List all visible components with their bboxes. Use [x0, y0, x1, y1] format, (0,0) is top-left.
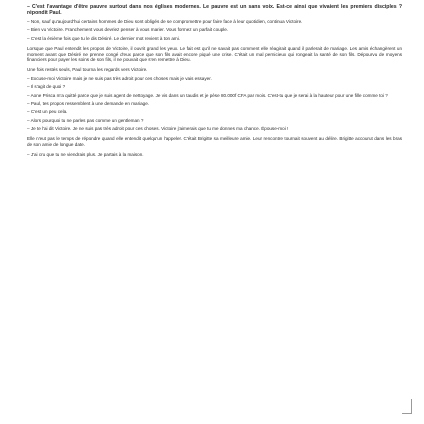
paragraph-5: Lorsque que Paul entendit les propos de Victoire, il ouvrit grand les yeux. Le fait est qu'il ne savait pas comment elle réagirait quand il parlerait de mariage. Les amis échangèrent un moment avant que Désiré ne prenne congé d'eux parce que son fils avait encore piqué une crise. C'était un mal pernicieux qui rongeait la santé de son fils. Dépourvu de moyens financiers pour payer les soins de son fils, il ne pouvait que s'en remettre à Dieu.: [27, 45, 402, 63]
paragraph-7: – Excuse-moi Victoire mais je ne suis pas très adroit pour ces choses mais je vais essayer.: [27, 75, 212, 81]
paragraph-4: – C'est la énième fois que tu le dis Désiré. Le dernier mot revient à ton ami.: [27, 35, 181, 41]
page-corner-mark: [402, 399, 412, 414]
paragraph-12: – Alors pourquoi tu ne parles pas comme un gentleman ?: [27, 117, 144, 123]
paragraph-11: – C'est un peu cela.: [27, 109, 68, 115]
paragraph-14: Elle n'eut pas le temps de répondre quand elle entendit quelqu'un l'appeler. C'était Brigitte sa meilleure amie. Leur rencontre tournait souvent au délire. Brigitte accourut dans les bras de son amie de longue date.: [27, 136, 402, 147]
paragraph-15: – J'ai cru que tu ne viendrais plus. Je partais à la maison.: [27, 151, 144, 157]
paragraph-2: – Non, sauf qu'aujourd'hui certains hommes de Dieu sont obligés de se compromettre pour faire face à leur quotidien, continua Victoire.: [27, 18, 303, 24]
paragraph-13: – Je te l'ai dit Victoire. Je ne suis pas très adroit pour ces choses. Victoire j'aimerais que tu me donnes ma chance. Épouse-moi !: [27, 126, 289, 132]
paragraph-1: – C'est l'avantage d'être pauvre surtout dans nos églises modernes. Le pauvre est un sans voix. Est-ce ainsi que vivaient les premiers disciples ? répondit Paul.: [27, 4, 402, 17]
paragraph-10: – Paul, tes propos ressemblent à une demande en mariage.: [27, 100, 150, 106]
paragraph-3: – Bien vu Victoire. Franchement vous devriez penser à vous marier. Vous formez un parfait couple.: [27, 27, 229, 33]
paragraph-6: Une fois restés seuls, Paul tourna les regards vers Victoire.: [27, 67, 148, 73]
paragraph-9: – Aone Prisca m'a quitté parce que je suis agent de nettoyage. Je vis dans un taudis et je pèse 80.000f CFA par mois. C'est-tu que je serai à la hauteur pour une fille comme toi ?: [27, 92, 388, 98]
paragraph-8: – Il s'agit de quoi ?: [27, 84, 66, 90]
